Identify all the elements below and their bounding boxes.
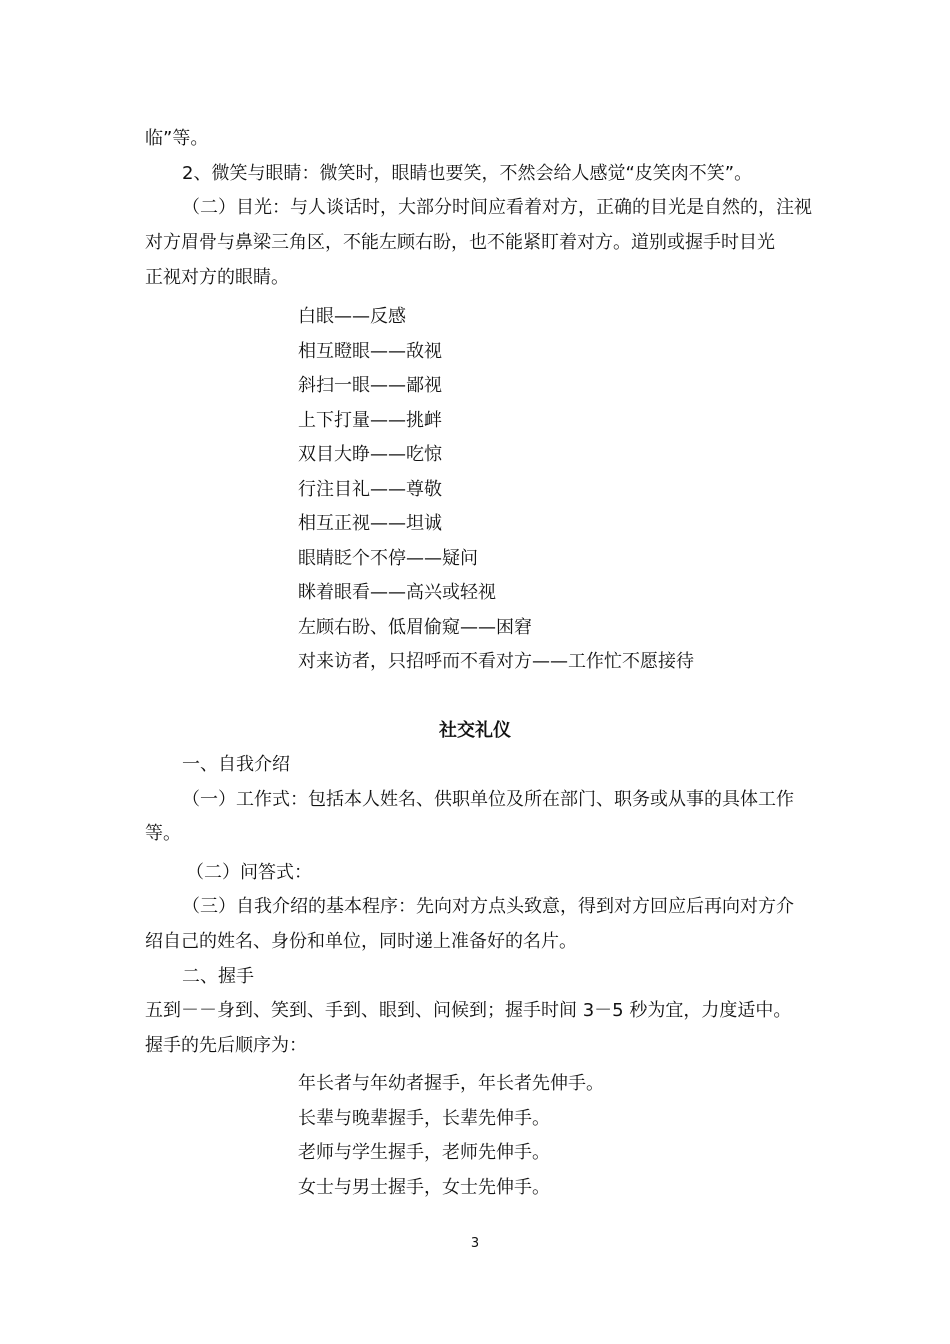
list-item: 对来访者，只招呼而不看对方——工作忙不愿接待: [298, 651, 694, 672]
paragraph-line: （二）目光：与人谈话时，大部分时间应看着对方，正确的目光是自然的，注视: [182, 197, 812, 218]
list-item: 左顾右盼、低眉偷窥——困窘: [298, 617, 532, 638]
list-item: 相互瞪眼——敌视: [298, 341, 442, 362]
paragraph-line: 对方眉骨与鼻梁三角区，不能左顾右盼，也不能紧盯着对方。道别或握手时目光: [145, 232, 775, 253]
list-item: 女士与男士握手，女士先伸手。: [298, 1177, 550, 1198]
list-item: 上下打量——挑衅: [298, 410, 442, 431]
list-item: 眼睛眨个不停——疑问: [298, 548, 478, 569]
list-item: 相互正视——坦诚: [298, 513, 442, 534]
list-item: 年长者与年幼者握手，年长者先伸手。: [298, 1073, 604, 1094]
section-heading: 二、握手: [182, 966, 254, 987]
list-item: 行注目礼——尊敬: [298, 479, 442, 500]
section-heading: 一、自我介绍: [182, 754, 290, 775]
page-number: 3: [470, 1236, 480, 1251]
paragraph-line: 临”等。: [145, 128, 209, 149]
paragraph-line: 五到－－身到、笑到、手到、眼到、问候到；握手时间 3－5 秒为宜，力度适中。: [145, 1000, 792, 1021]
list-item: 斜扫一眼——鄙视: [298, 375, 442, 396]
paragraph-line: （三）自我介绍的基本程序：先向对方点头致意，得到对方回应后再向对方介: [182, 896, 794, 917]
list-item: 眯着眼看——高兴或轻视: [298, 582, 496, 603]
list-item: 老师与学生握手，老师先伸手。: [298, 1142, 550, 1163]
list-item: 双目大睁——吃惊: [298, 444, 442, 465]
paragraph-line: 正视对方的眼睛。: [145, 267, 289, 288]
paragraph-line: 等。: [145, 823, 181, 844]
paragraph-line: （一）工作式：包括本人姓名、供职单位及所在部门、职务或从事的具体工作: [182, 789, 794, 810]
list-item: 长辈与晚辈握手，长辈先伸手。: [298, 1108, 550, 1129]
paragraph-line: 握手的先后顺序为：: [145, 1035, 307, 1056]
paragraph-line: 2、微笑与眼睛：微笑时，眼睛也要笑，不然会给人感觉“皮笑肉不笑”。: [182, 163, 753, 184]
paragraph-line: 绍自己的姓名、身份和单位，同时递上准备好的名片。: [145, 931, 577, 952]
paragraph-line: （二）问答式：: [186, 862, 312, 883]
section-title: 社交礼仪: [439, 720, 511, 741]
list-item: 白眼——反感: [298, 306, 406, 327]
